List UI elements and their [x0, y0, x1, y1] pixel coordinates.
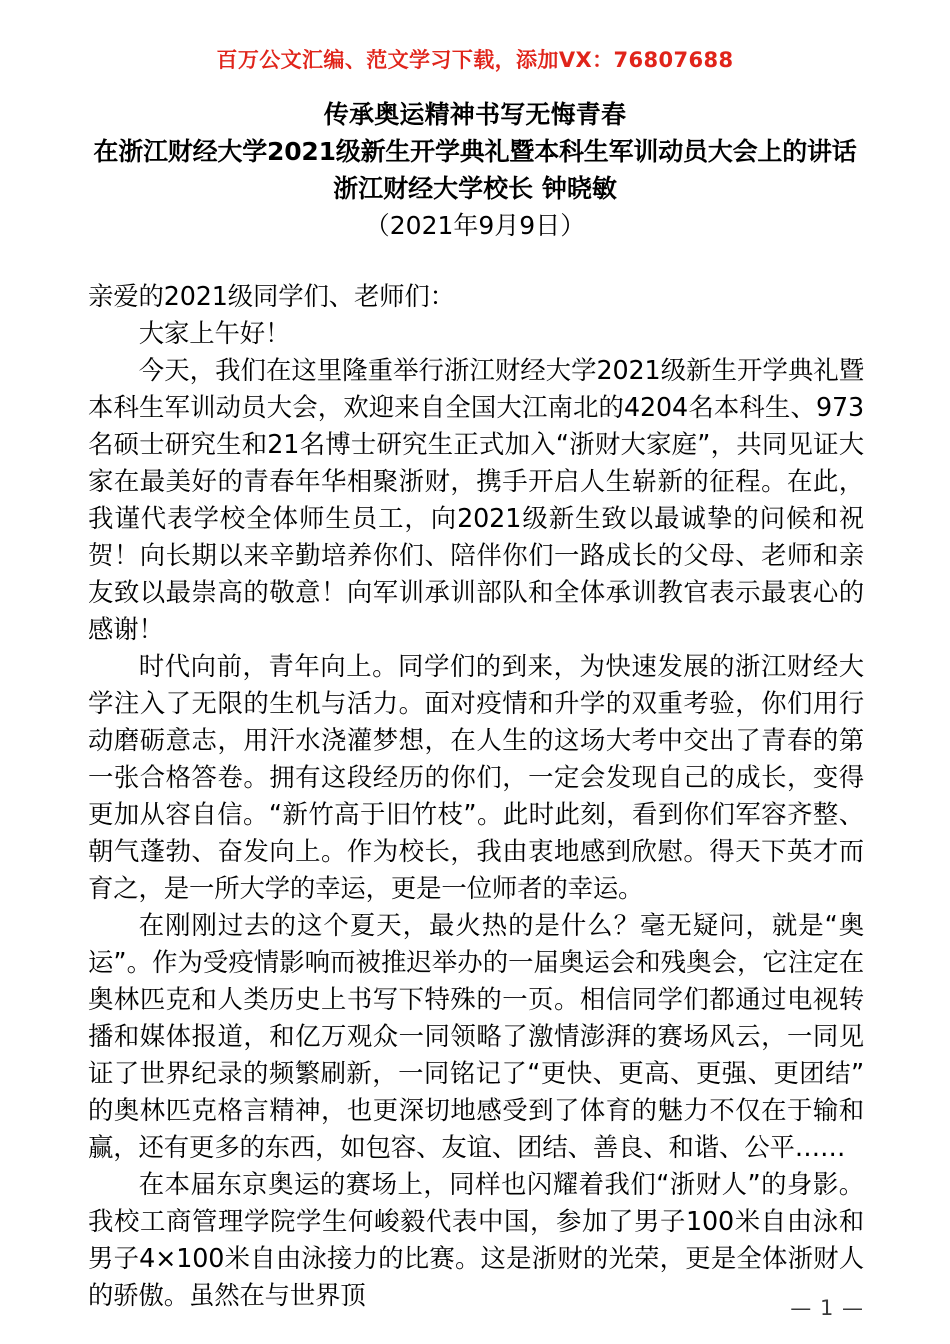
greeting-line: 大家上午好！	[138, 318, 291, 348]
document-title: 传承奥运精神书写无悔青春	[323, 100, 627, 129]
salutation-line: 亲爱的2021级同学们、老师们：	[88, 281, 455, 311]
title-block	[88, 96, 862, 244]
document-body	[88, 278, 864, 1314]
body-paragraph-4: 在本届东京奥运的赛场上，同样也闪耀着我们“浙财人”的身影。我校工商管理学院学生何峻毅代表中国，参加了男子100米自由泳和男子4×100米自由泳接力的比赛。这是浙财的光荣，更是全体浙财人的骄傲。虽然在与世界顶	[88, 1169, 864, 1310]
body-paragraph-1: 今天，我们在这里隆重举行浙江财经大学2021级新生开学典礼暨本科生军训动员大会，欢迎来自全国大江南北的4204名本科生、973名硕士研究生和21名博士研究生正式加入“浙财大家庭”，共同见证大家在最美好的青春年华相聚浙财，携手开启人生崭新的征程。在此，我谨代表学校全体师生员工，向2021级新生致以最诚挚的问候和祝贺！向长期以来辛勤培养你们、陪伴你们一路成长的父母、老师和亲友致以最崇高的敬意！向军训承训部队和全体承训教官表示最衷心的感谢！	[88, 355, 864, 644]
document-subtitle: 在浙江财经大学2021级新生开学典礼暨本科生军训动员大会上的讲话	[93, 137, 857, 166]
promo-banner: 百万公文汇编、范文学习下载，添加VX：76807688	[216, 48, 734, 72]
document-date: （2021年9月9日）	[364, 211, 586, 240]
document-speaker: 浙江财经大学校长 钟晓敏	[333, 174, 617, 203]
page-number: — 1 —	[790, 1296, 864, 1320]
body-paragraph-2: 时代向前，青年向上。同学们的到来，为快速发展的浙江财经大学注入了无限的生机与活力。面对疫情和升学的双重考验，你们用行动磨砺意志，用汗水浇灌梦想，在人生的这场大考中交出了青春的第一张合格答卷。拥有这段经历的你们，一定会发现自己的成长，变得更加从容自信。“新竹高于旧竹枝”。此时此刻，看到你们军容齐整、朝气蓬勃、奋发向上。作为校长，我由衷地感到欣慰。得天下英才而育之，是一所大学的幸运，更是一位师者的幸运。	[88, 651, 864, 903]
body-paragraph-3: 在刚刚过去的这个夏天，最火热的是什么？毫无疑问，就是“奥运”。作为受疫情影响而被推迟举办的一届奥运会和残奥会，它注定在奥林匹克和人类历史上书写下特殊的一页。相信同学们都通过电视转播和媒体报道，和亿万观众一同领略了激情澎湃的赛场风云，一同见证了世界纪录的频繁刷新，一同铭记了“更快、更高、更强、更团结”的奥林匹克格言精神，也更深切地感受到了体育的魅力不仅在于输和赢，还有更多的东西，如包容、友谊、团结、善良、和谐、公平……	[88, 910, 864, 1162]
